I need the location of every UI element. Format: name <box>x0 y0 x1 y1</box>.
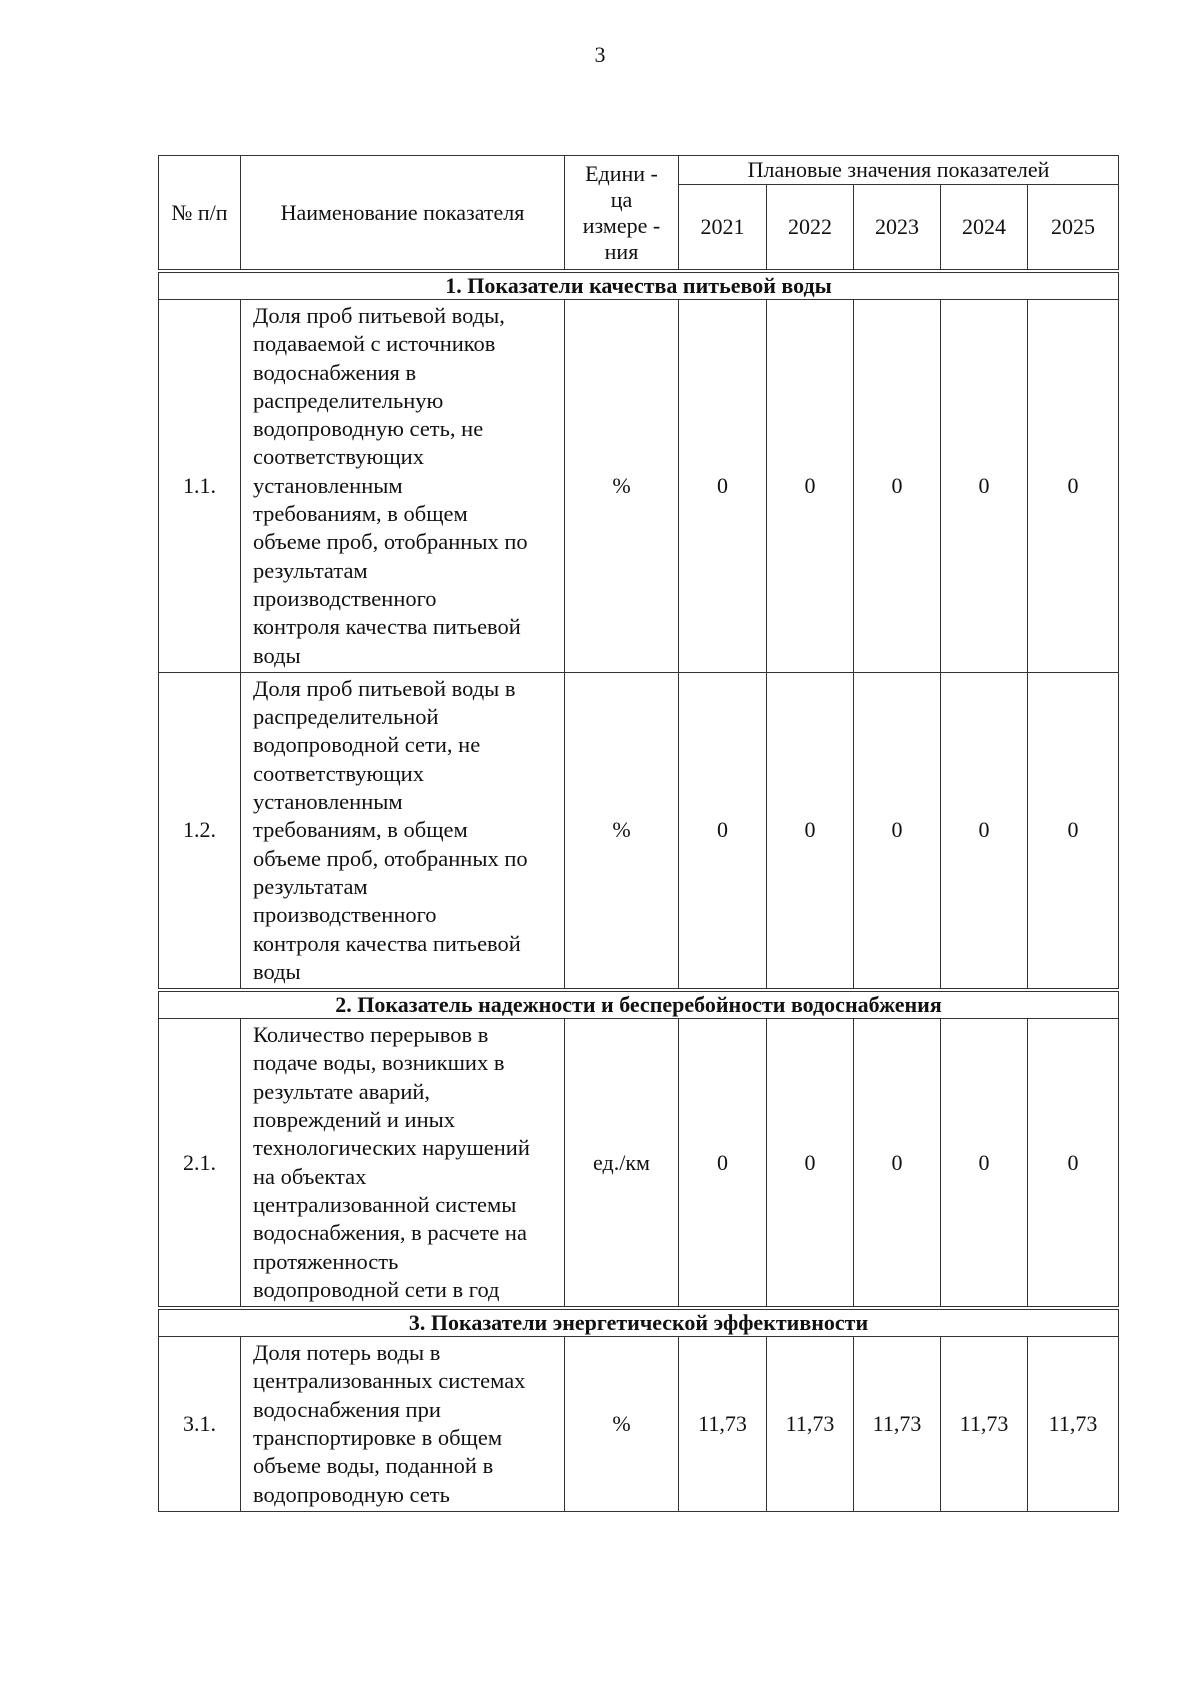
indicator-name-line: водопроводной сети, не <box>253 732 481 758</box>
value-cell: 0 <box>941 300 1028 673</box>
row-number: 1.2. <box>159 672 241 990</box>
indicator-name-line: результатам <box>253 873 368 899</box>
indicator-name-line: транспортировке в общем <box>253 1424 503 1450</box>
value-cell: 11,73 <box>767 1337 854 1512</box>
indicators-table <box>158 155 1119 1512</box>
indicator-name-line: протяженность <box>253 1248 399 1274</box>
header-year: 2024 <box>941 185 1028 272</box>
indicator-name-line: Количество перерывов в <box>253 1022 489 1048</box>
section-title: 2. Показатель надежности и бесперебойности водоснабжения <box>159 990 1119 1019</box>
section-row <box>159 271 1119 300</box>
header-year: 2023 <box>854 185 941 272</box>
value-cell: 11,73 <box>1028 1337 1119 1512</box>
header-year: 2025 <box>1028 185 1119 272</box>
indicator-name <box>241 672 565 990</box>
header-plan: Плановые значения показателей <box>679 156 1119 185</box>
indicator-row <box>159 300 1119 673</box>
value-cell: 11,73 <box>679 1337 767 1512</box>
indicator-name-line: централизованной системы <box>253 1191 517 1217</box>
indicator-name-line: соответствующих <box>253 444 424 470</box>
value-cell: 0 <box>941 1019 1028 1308</box>
indicator-name-line: распределительную <box>253 387 444 413</box>
value-cell: 11,73 <box>854 1337 941 1512</box>
value-cell: 0 <box>941 672 1028 990</box>
header-unit-line: ния <box>604 238 639 264</box>
indicator-name-line: результате аварий, <box>253 1078 431 1104</box>
row-number: 3.1. <box>159 1337 241 1512</box>
indicator-name-line: подаваемой с источников <box>253 331 496 357</box>
indicator-name-line: воды <box>253 958 301 984</box>
indicator-name-line: производственного <box>253 902 437 928</box>
row-number: 2.1. <box>159 1019 241 1308</box>
value-cell: 0 <box>679 1019 767 1308</box>
indicator-row <box>159 672 1119 990</box>
header-name: Наименование показателя <box>241 156 565 272</box>
indicator-name-line: установленным <box>253 472 403 498</box>
indicator-name-line: повреждений и иных <box>253 1107 455 1133</box>
header-row-top <box>159 156 1119 185</box>
indicator-name-line: водопроводную сеть, не <box>253 416 484 442</box>
unit-cell: ед./км <box>565 1019 679 1308</box>
value-cell: 0 <box>854 672 941 990</box>
value-cell: 0 <box>767 672 854 990</box>
indicator-name <box>241 300 565 673</box>
indicator-name-line: воды <box>253 642 301 668</box>
indicator-name-line: водоснабжения при <box>253 1396 441 1422</box>
indicator-name-line: централизованных системах <box>253 1368 526 1394</box>
header-unit-line: ца <box>610 186 633 212</box>
page-number: 3 <box>594 42 606 67</box>
indicator-name-line: объеме проб, отобранных по <box>253 529 528 555</box>
header-year: 2021 <box>679 185 767 272</box>
indicator-name-line: контроля качества питьевой <box>253 614 521 640</box>
indicator-name-line: соответствующих <box>253 760 424 786</box>
header-unit <box>565 156 679 272</box>
indicator-name-line: установленным <box>253 789 403 815</box>
indicator-name-line: объеме воды, поданной в <box>253 1453 494 1479</box>
value-cell: 0 <box>1028 300 1119 673</box>
section-title: 3. Показатели энергетической эффективности <box>159 1308 1119 1337</box>
value-cell: 0 <box>767 1019 854 1308</box>
indicator-name-line: производственного <box>253 585 437 611</box>
indicator-name-line: распределительной <box>253 704 439 730</box>
indicator-name-line: Доля потерь воды в <box>253 1340 441 1366</box>
value-cell: 0 <box>1028 1019 1119 1308</box>
indicator-name-line: результатам <box>253 557 368 583</box>
indicator-name-line: водопроводную сеть <box>253 1481 450 1507</box>
row-number: 1.1. <box>159 300 241 673</box>
indicator-name-line: Доля проб питьевой воды, <box>253 303 505 328</box>
indicator-name <box>241 1019 565 1308</box>
value-cell: 0 <box>679 300 767 673</box>
unit-cell: % <box>565 300 679 673</box>
indicator-name-line: Доля проб питьевой воды в <box>253 675 516 701</box>
indicator-name-line: водопроводной сети в год <box>253 1276 500 1302</box>
indicator-name-line: требованиям, в общем <box>253 817 468 843</box>
section-row <box>159 1308 1119 1337</box>
section-row <box>159 990 1119 1019</box>
indicator-name-line: на объектах <box>253 1163 367 1189</box>
value-cell: 0 <box>854 300 941 673</box>
value-cell: 11,73 <box>941 1337 1028 1512</box>
indicator-name-line: подаче воды, возникших в <box>253 1050 505 1076</box>
indicator-name <box>241 1337 565 1512</box>
indicator-name-line: водоснабжения в <box>253 359 417 385</box>
value-cell: 0 <box>1028 672 1119 990</box>
unit-cell: % <box>565 672 679 990</box>
header-unit-line: измере - <box>582 212 661 238</box>
indicator-row <box>159 1019 1119 1308</box>
header-unit-line: Едини - <box>585 160 658 186</box>
indicator-name-line: объеме проб, отобранных по <box>253 845 528 871</box>
value-cell: 0 <box>854 1019 941 1308</box>
indicator-name-line: технологических нарушений <box>253 1135 530 1161</box>
indicator-row <box>159 1337 1119 1512</box>
indicator-name-line: водоснабжения, в расчете на <box>253 1220 527 1246</box>
value-cell: 0 <box>679 672 767 990</box>
section-title: 1. Показатели качества питьевой воды <box>159 271 1119 300</box>
header-num: № п/п <box>159 156 241 272</box>
indicator-name-line: контроля качества питьевой <box>253 930 521 956</box>
value-cell: 0 <box>767 300 854 673</box>
unit-cell: % <box>565 1337 679 1512</box>
indicator-name-line: требованиям, в общем <box>253 501 468 527</box>
header-year: 2022 <box>767 185 854 272</box>
